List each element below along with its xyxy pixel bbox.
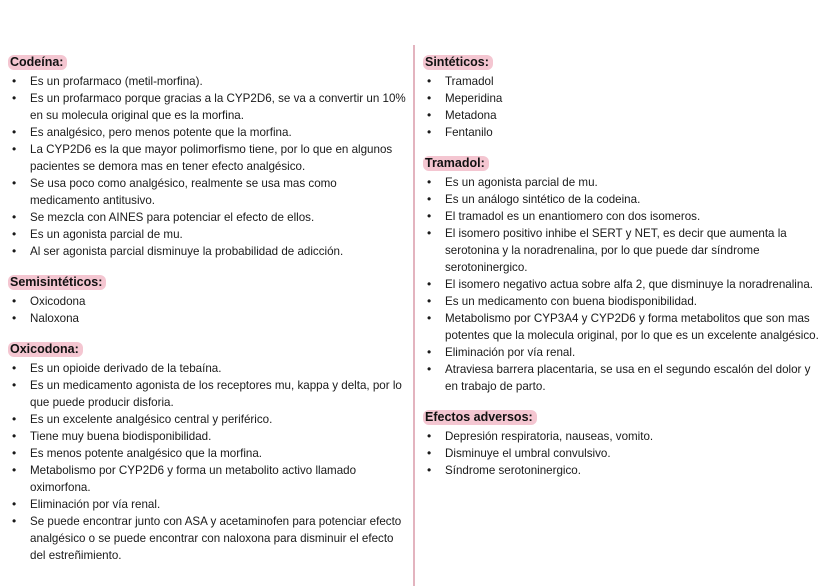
list-item: • Se puede encontrar junto con ASA y acetaminofen para potenciar efecto analgésico o se puede encontrar con naloxona para disminuir el efecto del estreñimiento. (10, 513, 406, 564)
list-item: • Al ser agonista parcial disminuye la probabilidad de adicción. (10, 243, 406, 260)
list-item: • Atraviesa barrera placentaria, se usa en el segundo escalón del dolor y en trabajo de parto. (425, 361, 821, 395)
list-item: • Es un excelente analgésico central y periférico. (10, 411, 406, 428)
section-oxicodona (10, 340, 406, 564)
list-item: • Depresión respiratoria, nauseas, vomito. (425, 428, 821, 445)
list-item: • Es un análogo sintético de la codeina. (425, 191, 821, 208)
left-column (10, 53, 406, 577)
list-item: • Es un profarmaco (metil-morfina). (10, 73, 406, 90)
column-divider (413, 45, 415, 586)
list-item: • Eliminación por vía renal. (10, 496, 406, 513)
list-item: • Tiene muy buena biodisponibilidad. (10, 428, 406, 445)
list-item: • Disminuye el umbral convulsivo. (425, 445, 821, 462)
section-semisinteticos (10, 273, 406, 327)
heading-oxicodona: Oxicodona: (8, 342, 83, 357)
heading-tramadol: Tramadol: (423, 156, 489, 171)
list-item: • Oxicodona (10, 293, 406, 310)
list-item: • Es un medicamento con buena biodisponibilidad. (425, 293, 821, 310)
list-item: • Es un medicamento agonista de los receptores mu, kappa y delta, por lo que puede producir disforia. (10, 377, 406, 411)
heading-sinteticos: Sintéticos: (423, 55, 493, 70)
list-item: • Fentanilo (425, 124, 821, 141)
list-item: • Es un agonista parcial de mu. (10, 226, 406, 243)
section-tramadol (425, 154, 821, 395)
section-codeina (10, 53, 406, 260)
list-sinteticos (425, 73, 821, 141)
list-item: • Es un agonista parcial de mu. (425, 174, 821, 191)
section-efectos-adversos (425, 408, 821, 479)
heading-efectos-adversos: Efectos adversos: (423, 410, 537, 425)
list-item: • Tramadol (425, 73, 821, 90)
list-item: • El isomero positivo inhibe el SERT y NET, es decir que aumenta la serotonina y la noradrenalina, por lo que puede dar síndrome serotoninergico. (425, 225, 821, 276)
list-item: • El isomero negativo actua sobre alfa 2, que disminuye la noradrenalina. (425, 276, 821, 293)
list-efectos-adversos (425, 428, 821, 479)
list-item: • Síndrome serotoninergico. (425, 462, 821, 479)
list-item: • Es un opioide derivado de la tebaína. (10, 360, 406, 377)
list-item: • Es menos potente analgésico que la morfina. (10, 445, 406, 462)
list-item: • Eliminación por vía renal. (425, 344, 821, 361)
heading-codeina: Codeína: (8, 55, 67, 70)
list-item: • Se usa poco como analgésico, realmente se usa mas como medicamento antitusivo. (10, 175, 406, 209)
list-item: • Es un profarmaco porque gracias a la CYP2D6, se va a convertir un 10% en su molecula original que es la morfina. (10, 90, 406, 124)
list-item: • Se mezcla con AINES para potenciar el efecto de ellos. (10, 209, 406, 226)
list-item: • Es analgésico, pero menos potente que la morfina. (10, 124, 406, 141)
list-oxicodona (10, 360, 406, 564)
list-item: • Meperidina (425, 90, 821, 107)
list-item: • La CYP2D6 es la que mayor polimorfismo tiene, por lo que en algunos pacientes se demora mas en tener efecto analgésico. (10, 141, 406, 175)
list-item: • Naloxona (10, 310, 406, 327)
section-sinteticos (425, 53, 821, 141)
list-item: • Metabolismo por CYP3A4 y CYP2D6 y forma metabolitos que son mas potentes que la molecula original, por lo que es un excelente analgésico. (425, 310, 821, 344)
list-item: • El tramadol es un enantiomero con dos isomeros. (425, 208, 821, 225)
list-item: • Metabolismo por CYP2D6 y forma un metabolito activo llamado oximorfona. (10, 462, 406, 496)
right-column (425, 53, 821, 492)
list-tramadol (425, 174, 821, 395)
list-semisinteticos (10, 293, 406, 327)
list-item: • Metadona (425, 107, 821, 124)
list-codeina (10, 73, 406, 260)
heading-semisinteticos: Semisintéticos: (8, 275, 106, 290)
